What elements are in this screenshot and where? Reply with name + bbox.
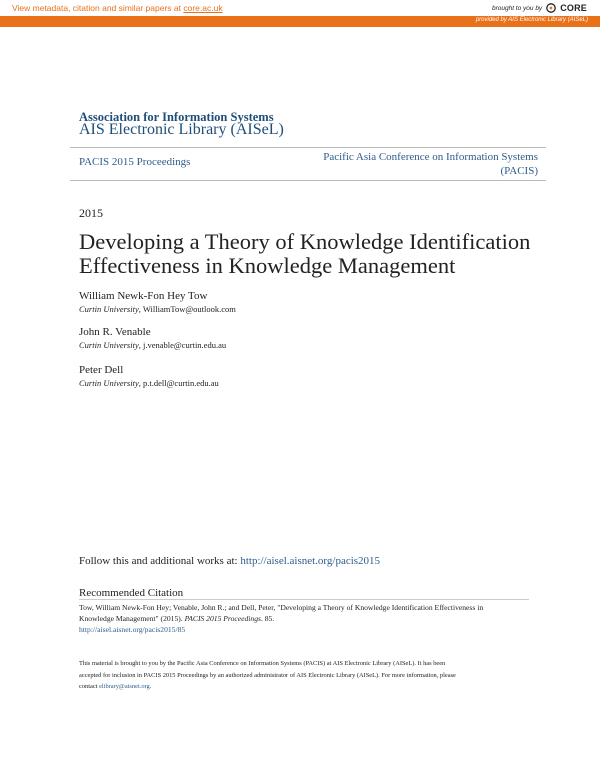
footer-line1: This material is brought to you by the Pacific Asia Conference on Information Systems (PACIS) at AIS Electronic Library (AISeL). It has been (79, 660, 446, 667)
core-banner (0, 0, 600, 16)
footer-contact-suffix: . (149, 683, 152, 690)
author-university-2: Curtin University (79, 340, 139, 350)
core-link-domain[interactable]: core.ac.uk (183, 3, 223, 13)
footer-notice (79, 658, 529, 693)
band-top-rule (70, 147, 546, 148)
core-link-prefix: View metadata, citation and similar papers at (12, 3, 184, 13)
author-name-1: William Newk-Fon Hey Tow (79, 290, 208, 302)
author-email-2: , j.venable@curtin.edu.au (138, 340, 227, 350)
proceedings-link[interactable]: PACIS 2015 Proceedings (79, 156, 191, 168)
conference-link[interactable] (308, 150, 538, 178)
provided-by-text: provided by AIS Electronic Library (AISeL) (475, 17, 588, 23)
author-affiliation-1 (79, 304, 236, 314)
citation-line2-prefix: Knowledge Management" (2015). (79, 614, 185, 623)
org-name[interactable]: Association for Information Systems (79, 110, 274, 124)
citation-body (79, 602, 529, 635)
paper-title (79, 230, 539, 278)
author-university-3: Curtin University (79, 378, 139, 388)
author-name-3: Peter Dell (79, 364, 124, 376)
follow-link[interactable]: http://aisel.aisnet.org/pacis2015 (240, 555, 381, 567)
citation-proceedings: PACIS 2015 Proceedings (184, 614, 261, 623)
footer-line3 (79, 681, 529, 693)
library-name[interactable]: AIS Electronic Library (AISeL) (79, 121, 284, 138)
follow-line (79, 555, 380, 567)
author-email-3: , p.t.dell@curtin.edu.au (138, 378, 219, 388)
core-brand-name: CORE (560, 3, 587, 13)
citation-line2-suffix: . 85. (260, 614, 275, 623)
band-bottom-rule (70, 180, 546, 181)
footer-line2: accepted for inclusion in PACIS 2015 Proceedings by an authorized administrator of AIS Electronic Library (AISeL). For more information, please (79, 671, 456, 679)
title-line2: Effectiveness in Knowledge Management (79, 253, 456, 278)
author-name-2: John R. Venable (79, 326, 151, 338)
author-email-1: , WilliamTow@outlook.com (138, 304, 236, 314)
author-affiliation-2 (79, 340, 226, 350)
citation-line1: Tow, William Newk-Fon Hey; Venable, John R.; and Dell, Peter, "Developing a Theory of Knowledge Identification Effectiveness in (79, 603, 484, 612)
core-brand[interactable] (492, 2, 587, 14)
core-logo-icon (545, 2, 557, 14)
brought-by-text: brought to you by (491, 4, 543, 12)
follow-prefix: Follow this and additional works at: (79, 555, 241, 567)
citation-rule (79, 599, 529, 600)
author-university-1: Curtin University (79, 304, 139, 314)
author-affiliation-3 (79, 378, 219, 388)
publication-year: 2015 (79, 206, 103, 220)
footer-contact-prefix: contact (79, 683, 100, 690)
conference-line2: (PACIS) (500, 165, 538, 177)
title-line1: Developing a Theory of Knowledge Identification (79, 229, 531, 254)
citation-line2 (79, 613, 529, 624)
citation-link[interactable]: http://aisel.aisnet.org/pacis2015/85 (79, 625, 186, 634)
conference-line1: Pacific Asia Conference on Information Systems (323, 151, 538, 163)
citation-heading: Recommended Citation (79, 587, 184, 599)
footer-email-link[interactable]: elibrary@aisnet.org (99, 683, 150, 690)
core-metadata-link[interactable] (12, 3, 223, 13)
core-provided-bar (0, 16, 600, 27)
